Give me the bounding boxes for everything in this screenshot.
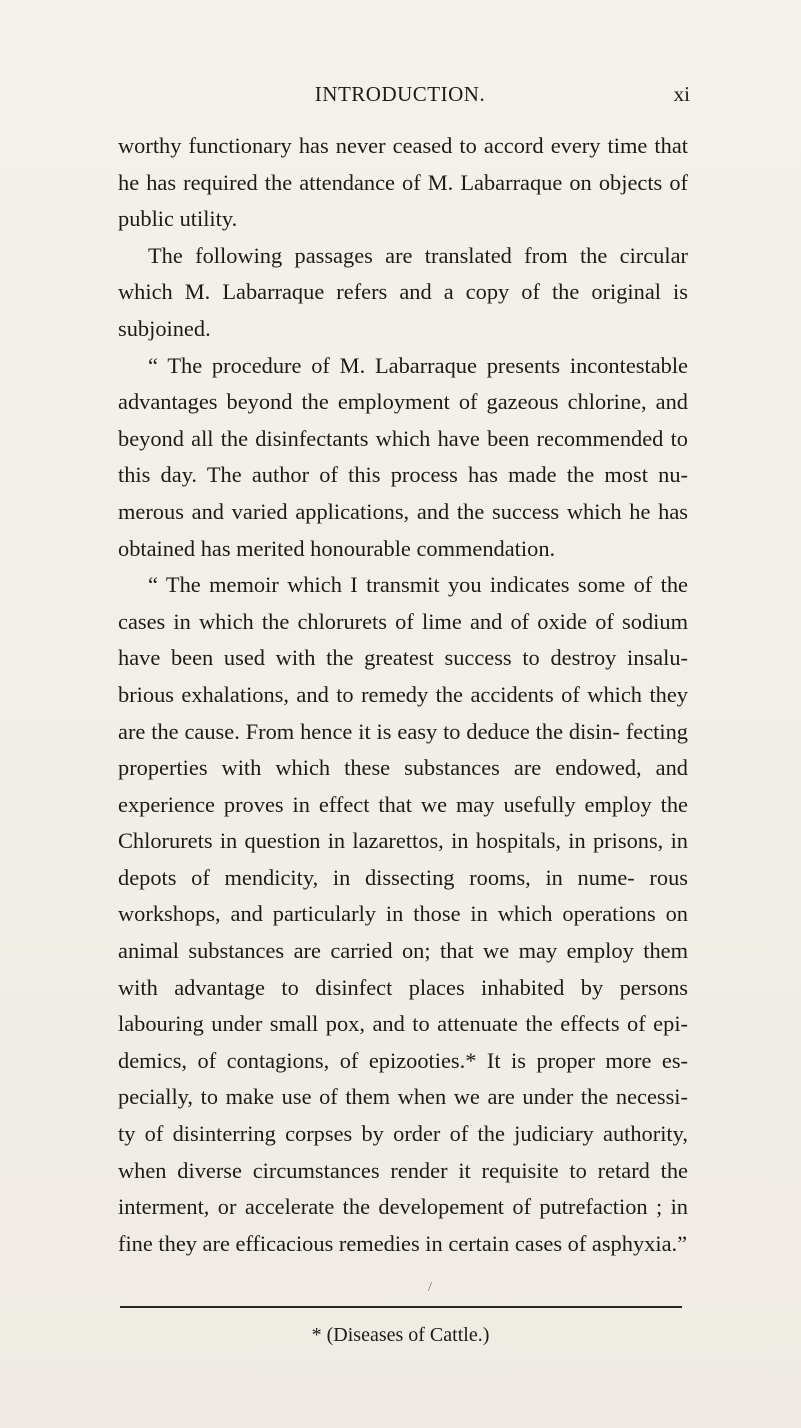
footnote-rule [120, 1306, 682, 1308]
page-number: xi [673, 82, 690, 106]
running-head-title: INTRODUCTION. [314, 82, 486, 106]
paragraph-4: “ The memoir which I transmit you indicates some of the cases in which the chlorurets of lime and of oxide of sodium have been used with the greatest success to destroy insalu- brious exhalations, and to remedy the accidents of which they are the cause. From hence it is easy to deduce the disin- fecting properties with which these substances are endowed, and experience proves in effect that we may usefully employ the Chlorurets in question in lazarettos, in hospitals, in prisons, in depots of mendicity, in dissecting rooms, in nume- rous workshops, and particularly in those in which operations on animal substances are carried on; that we may employ them with advantage to disinfect places inhabited by persons labouring under small pox, and to attenuate the effects of epi- demics, of contagions, of epizooties.* It is proper more es- pecially, to make use of them when we are under the necessi- ty of disinterring corpses by order of the judiciary authority, when diverse circumstances render it requisite to retard the interment, or accelerate the developement of putrefaction ; in fine they are efficacious remedies in certain cases of asphyxia.” [118, 572, 688, 1256]
running-head [120, 82, 690, 112]
paragraph-2: The following passages are translated from the circular which M. Labarraque refers and a copy of the original is subjoined. [118, 242, 688, 341]
stray-mark: / [428, 1280, 432, 1295]
paragraph-3: “ The procedure of M. Labarraque presents incontestable advantages beyond the employment of gazeous chlorine, and beyond all the disinfectants which have been recommended to this day. The author of this process has made the most nu- merous and varied applications, and the success which he has obtained has merited honourable commendation. [118, 352, 688, 561]
paragraph-1: worthy functionary has never ceased to accord every time that he has required the attendance of M. Labarraque on objects of public utility. [118, 133, 688, 232]
footnote: * (Diseases of Cattle.) [311, 1324, 490, 1346]
body-text [118, 128, 688, 1262]
